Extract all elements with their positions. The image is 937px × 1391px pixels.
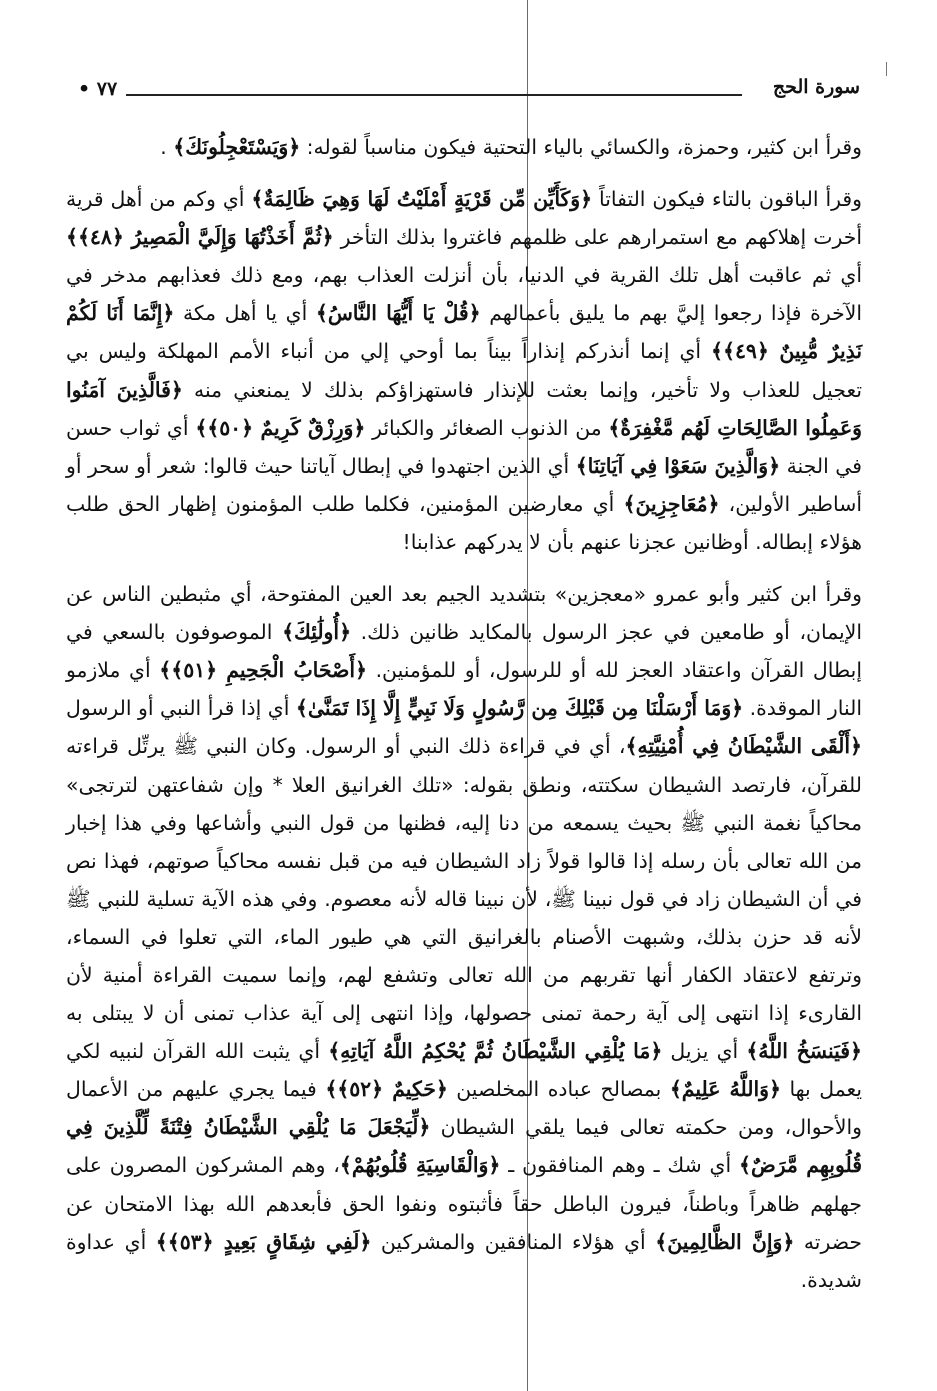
commentary-text: بمصالح عباده المخلصين bbox=[447, 1077, 670, 1102]
page-header bbox=[78, 72, 860, 112]
commentary-text: . bbox=[160, 135, 174, 159]
quran-verse-text: ﴿وَمَا أَرْسَلْنَا مِن قَبْلِكَ مِن رَّسُولٍ وَلَا نَبِيٍّ إِلَّا إِذَا تَمَنَّىٰ﴾ bbox=[295, 696, 744, 721]
commentary-text: ، أي في قراءة ذلك النبي أو الرسول. وكان النبي ﷺ يرتِّل قراءته للقرآن، فارتصد الشيطان سكتته، ونطق بقوله: «تلك الغرانيق العلا * وإن شفاعتهن لترتجى» محاكياً نغمة النبي ﷺ بحيث يسمعه من دنا إليه، فظنها من قول النبي وأشاعها وفي هذا إخبار من الله تعالى بأن رسله إذا قالوا قولاً زاد الشيطان فيه من قبل نفسه محاكياً صوتهم، فهذا نص في أن الشيطان زاد في قول نبينا ﷺ، لأن نبينا قاله لأنه معصوم. وفي هذه الآية تسلية للنبي ﷺ لأنه قد حزن بذلك، وشبهت الأصنام بالغرانيق التي هي طيور الماء، التي تعلوا في السماء، وترتفع لاعتقاد الكفار أنها تقربهم من الله تعالى وتشفع لهم، وإنما سميت القراءة أمنية لأن القارىء إذا انتهى إلى آية رحمة تمنى حصولها، وإذا انتهى إلى آية عذاب تمنى أن لا يبتلى به bbox=[66, 734, 862, 1026]
quran-verse-text: ﴿لِّيَجْعَلَ مَا يُلْقِي الشَّيْطَانُ فِتْنَةً لِّلَّذِينَ فِي قُلُوبِهِم مَّرَضٌ﴾ bbox=[66, 1115, 862, 1178]
quran-verse-text: ﴿وَيَسْتَعْجِلُونَكَ﴾ bbox=[173, 135, 301, 159]
commentary-text: أي شك ـ وهم المنافقون ـ bbox=[500, 1153, 740, 1178]
scan-edge-mark bbox=[886, 62, 887, 76]
paragraph bbox=[66, 128, 862, 166]
commentary-text: أي يثبت الله القرآن لنبيه لكي يعمل بها bbox=[66, 1039, 862, 1102]
header-dot: • bbox=[78, 78, 91, 100]
paragraph bbox=[66, 575, 862, 1299]
quran-verse-text: ﴿مُعَاجِزِينَ﴾ bbox=[623, 491, 720, 516]
quran-verse-text: ﴿أَلْقَى الشَّيْطَانُ فِي أُمْنِيَّتِهِ﴾ bbox=[625, 734, 862, 759]
quran-verse-text: ﴿قُلْ يَا أَيُّهَا النَّاسُ﴾ bbox=[315, 301, 481, 326]
commentary-text: من الذنوب الصغائر والكبائر bbox=[365, 415, 609, 440]
quran-verse-text: ﴿إِنَّمَا أَنَا لَكُمْ نَذِيرٌ مُّبِينٌ ﴿٤٩﴾﴾ bbox=[66, 301, 862, 364]
commentary-text: فيما يجري عليهم من الأعمال والأحوال، ومن حكمته تعالى فيما يلقي الشيطان bbox=[66, 1077, 862, 1140]
quran-verse-text: ﴿وَرِزْقٌ كَرِيمٌ ﴿٥٠﴾﴾ bbox=[195, 415, 366, 440]
commentary-text: الموصوفون بالسعي في إبطال القرآن واعتقاد العجز لله أو للرسول، أو للمؤمنين. bbox=[66, 620, 862, 683]
commentary-text: أي هؤلاء المنافقين والمشركين bbox=[371, 1229, 656, 1254]
commentary-text: أي ثواب حسن في الجنة bbox=[66, 415, 862, 478]
quran-verse-text: ﴿مَا يُلْقِي الشَّيْطَانُ ثُمَّ يُحْكِمُ اللَّهُ آيَاتِهِ﴾ bbox=[328, 1039, 663, 1064]
surah-title: سورة الحج bbox=[772, 76, 860, 98]
commentary-text: أي ثم عاقبت أهل تلك القرية في الدنيا، بأن أنزلت العذاب بهم، ومع ذلك فعذابهم مدخر في الآخرة فإذا رجعوا إليَّ بهم ما يليق بأعمالهم bbox=[66, 263, 862, 326]
quran-verse-text: ﴿وَاللَّهُ عَلِيمٌ﴾ bbox=[669, 1077, 781, 1102]
quran-verse-text: ﴿فَيَنسَخُ اللَّهُ﴾ bbox=[746, 1039, 862, 1064]
quran-verse-text: ﴿ثُمَّ أَخَذْتُهَا وَإِلَيَّ الْمَصِيرُ ﴿٤٨﴾﴾ bbox=[66, 225, 334, 250]
commentary-text: وقرأ ابن كثير وأبو عمرو «معجزين» بتشديد الجيم بعد العين المفتوحة، أي مثبطين الناس عن الإيمان، أو طامعين في عجز الرسول بالمكايد ظانين ذلك. bbox=[66, 582, 862, 645]
commentary-text: أي يزيل bbox=[662, 1039, 747, 1064]
quran-verse-text: ﴿لَفِي شِقَاقٍ بَعِيدٍ ﴿٥٣﴾﴾ bbox=[155, 1229, 372, 1254]
commentary-text: أي الذين اجتهدوا في إبطال آياتنا حيث قالوا: شعر أو سحر أو أساطير الأولين، bbox=[66, 453, 862, 516]
commentary-text: ، وهم المشركون المصرون على جهلهم ظاهراً وباطناً، فيرون الباطل حقاً فأثبتوه ونفوا الحق فأبعدهم الله بهذا الامتحان عن حضرته bbox=[66, 1153, 862, 1254]
commentary-text: أي معارضين المؤمنين، فكلما طلب المؤمنون إظهار الحق طلب هؤلاء إبطاله. أوظانين عجزنا عنهم بأن لا يدركهم عذابنا! bbox=[66, 491, 862, 554]
commentary-text: أي عداوة شديدة. bbox=[66, 1229, 862, 1292]
commentary-text: أي إنما أنذركم إنذاراً بيناً بما أوحي إلي من أنباء الأمم المهلكة وليس بي تعجيل للعذاب ولا تأخير، وإنما بعثت للإنذار فاستهزاؤكم بذلك لا يمنعني منه bbox=[66, 339, 862, 402]
header-rule bbox=[126, 94, 742, 96]
commentary-text: وقرأ ابن كثير، وحمزة، والكسائي بالياء التحتية فيكون مناسباً لقوله: bbox=[300, 135, 862, 159]
quran-verse-text: ﴿وَإِنَّ الظَّالِمِينَ﴾ bbox=[655, 1229, 795, 1254]
quran-verse-text: ﴿فَالَّذِينَ آمَنُوا وَعَمِلُوا الصَّالِحَاتِ لَهُم مَّغْفِرَةٌ﴾ bbox=[66, 377, 862, 440]
commentary-text: أي وكم من أهل قرية أخرت إهلاكهم مع استمرارهم على ظلمهم فاغتروا بذلك التأخر bbox=[66, 187, 862, 250]
page-number bbox=[78, 78, 117, 100]
commentary-body bbox=[66, 128, 862, 1299]
quran-verse-text: ﴿وَالَّذِينَ سَعَوْا فِي آيَاتِنَا﴾ bbox=[575, 453, 781, 478]
commentary-text: أي إذا قرأ النبي أو الرسول bbox=[66, 696, 296, 721]
paragraph bbox=[66, 180, 862, 561]
quran-verse-text: ﴿حَكِيمٌ ﴿٥٢﴾﴾ bbox=[325, 1077, 448, 1102]
commentary-text: أي يا أهل مكة bbox=[174, 301, 316, 326]
quran-verse-text: ﴿وَالْقَاسِيَةِ قُلُوبُهُمْ﴾ bbox=[339, 1153, 501, 1178]
commentary-text: أي ملازمو النار الموقدة. bbox=[66, 658, 863, 721]
page-number-value: ٧٧ bbox=[96, 78, 118, 100]
quran-verse-text: ﴿وَكَأَيِّن مِّن قَرْيَةٍ أَمْلَيْتُ لَهَا وَهِيَ ظَالِمَةٌ﴾ bbox=[251, 187, 593, 212]
quran-verse-text: ﴿أَصْحَابُ الْجَحِيمِ ﴿٥١﴾﴾ bbox=[159, 658, 367, 683]
quran-verse-text: ﴿أُولَٰئِكَ﴾ bbox=[282, 620, 352, 645]
commentary-text: وقرأ الباقون بالتاء فيكون التفاتاً bbox=[592, 187, 862, 212]
